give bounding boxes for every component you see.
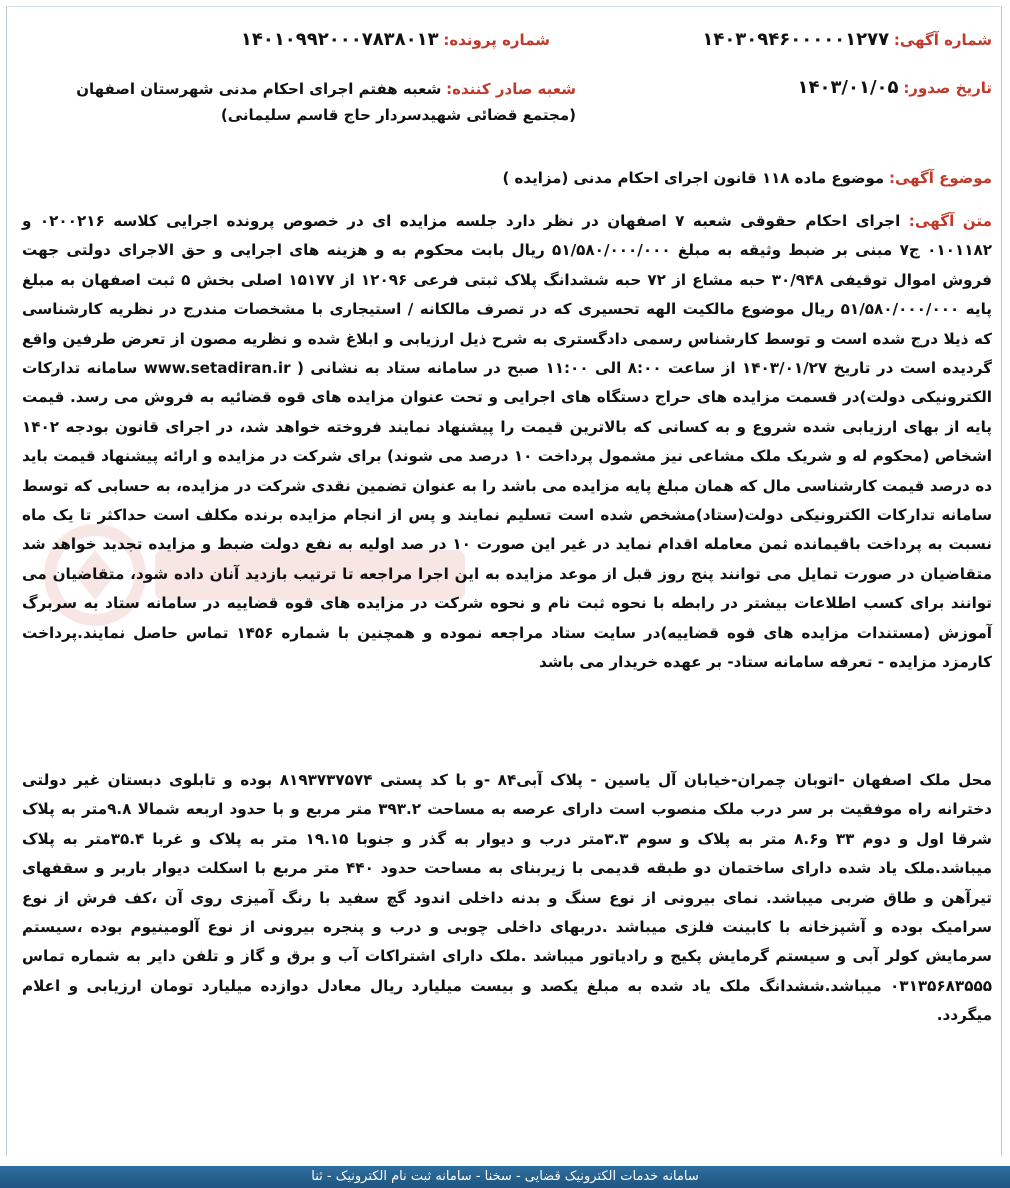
ad-body [22,207,992,678]
issuer [76,76,576,128]
subject [502,166,992,190]
subject-value: موضوع ماده ۱۱۸ قانون اجرای احکام مدنی (مزایده ) [502,169,885,187]
ad-body-text: اجرای احکام حقوقی شعبه ۷ اصفهان در نظر دارد جلسه مزایده ای در خصوص پرونده اجرایی کلاسه ۰۲۰۰۲۱۶ و ۰۱۰۱۱۸۲ ج۷ مبنی بر ضبط وثیقه به مبلغ ۵۱/۵۸۰/۰۰۰/۰۰۰ ریال بابت محکوم به و هزینه های اجرایی و حق الاجرای دولتی جهت فروش اموال توقیفی ۳۰/۹۴۸ حبه مشاع از ۷۲ حبه ششدانگ پلاک ثبتی فرعی ۱۲۰۹۶ از ۱۵۱۷۷ اصلی بخش ۵ ثبت اصفهان به مبلغ پایه ۵۱/۵۸۰/۰۰۰/۰۰۰ ریال موضوع مالکیت الهه تحسیری که در تصرف مالکانه / استیجاری با مشخصات مندرج در نظریه کارشناسی که ذیلا درج شده است و توسط کارشناس رسمی دادگستری به شرح ذیل ارزیابی و ابلاغ شده و نظریه مصون از تعرض طرفین واقع گردیده است در تاریخ ۱۴۰۳/۰۱/۲۷ از ساعت ۸:۰۰ الی ۱۱:۰۰ صبح در سامانه ستاد به نشانی ( www.setadiran.ir سامانه تدارکات الکترونیکی دولت)در قسمت مزایده های حراج دستگاه های اجرایی و تحت عنوان مزایده های قوه قضائیه به فروش می رسد. قیمت پایه از بهای ارزیابی شده شروع و به کسانی که بالاترین قیمت را پیشنهاد نمایند فروخته خواهد شد، در اجرای قانون بودجه ۱۴۰۲ اشخاص (محکوم له و شریک ملک مشاعی نیز مشمول پرداخت ۱۰ درصد می شوند) برای شرکت در مزایده و ارائه پیشنهاد قیمت باید ده درصد قیمت کارشناسی مال که همان مبلغ پایه مزایده می باشد را به عنوان تضمین نقدی شرکت در مزایده، به حسابی که توسط سامانه تدارکات الکترونیکی دولت(ستاد)مشخص شده است تسلیم نمایند و پس از انجام مزایده برنده مکلف است حداکثر تا یک ماه نسبت به پرداخت باقیمانده ثمن معامله اقدام نماید در غیر این صورت ۱۰ در صد اولیه به نفع دولت ضبط و مزایده تجدید خواهد شد متقاضیان در صورت تمایل می توانند پنج روز قبل از موعد مزایده به این اجرا مراجعه تا ترتیب بازدید آنان داده شود، متقاضیان می توانند برای کسب اطلاعات بیشتر در رابطه با نحوه ثبت نام و نحوه شرکت در مزایده های قوه قضاییه در سامانه ستاد به سربرگ آموزش (مستندات مزایده های قوه قضاییه)در سایت ستاد مراجعه نموده و همچنین با شماره ۱۴۵۶ تماس حاصل نمایند.پرداخت کارمزد مزایده - تعرفه سامانه ستاد- بر عهده خریدار می باشد [22,212,993,672]
property-location [22,766,992,1031]
issuer-label: شعبه صادر کننده: [446,80,576,98]
footer-text: سامانه خدمات الکترونیک قضایی - سخنا - سامانه ثبت نام الکترونیک - ثنا [311,1169,699,1184]
ad-body-label: متن آگهی: [908,212,992,230]
case-number [241,28,550,52]
subject-label: موضوع آگهی: [888,169,992,187]
issue-date-value: ۱۴۰۳/۰۱/۰۵ [797,77,899,98]
issuer-value: شعبه هفتم اجرای احکام مدنی شهرستان اصفهان (مجتمع قضائی شهیدسردار حاج قاسم سلیمانی) [76,80,576,124]
ad-number-label: شماره آگهی: [893,31,992,49]
issue-date-label: تاریخ صدور: [903,79,992,97]
issue-date [797,76,992,100]
case-number-label: شماره پرونده: [443,31,550,49]
footer-bar [0,1166,1010,1188]
property-location-text: محل ملک اصفهان -اتوبان چمران-خیابان آل یاسین - پلاک آبی۸۴ -و با کد پستی ۸۱۹۳۷۳۷۵۷۴ بوده و تابلوی دبستان غیر دولتی دخترانه راه موفقیت بر سر درب ملک منصوب است دارای عرصه به مساحت ۳۹۳.۲ متر مربع و با حدود اربعه شمالا ۹.۸متر به پلاک شرقا اول و دوم ۳۳ و۸.۶ متر به پلاک و سوم ۳.۳متر درب و دیوار به گذر و جنوبا ۱۹.۱۵ متر به پلاک و غربا ۳۵.۴متر به پلاک میباشد.ملک یاد شده دارای ساختمان دو طبقه قدیمی با زیربنای به مساحت حدود ۴۴۰ متر مربع با اسکلت دیوار باربر و سقفهای تیرآهن و طاق ضربی میباشد. نمای بیرونی از نوع سنگ و بدنه داخلی اندود گچ سفید با رنگ آمیزی روی آن ،کف فرش از نوع سرامیک بوده و آشپزخانه با کابینت فلزی میباشد .دربهای داخلی چوبی و درب و پنجره بیرونی از نوع آلومینیوم بوده ،سیستم سرمایش کولر آبی و سیستم گرمایش پکیج و رادیاتور میباشد .ملک دارای اشتراکات آب و برق و گاز و تلفن دایر به شماره تماس ۰۳۱۳۵۶۸۳۵۵۵ میباشد.ششدانگ ملک یاد شده به مبلغ یکصد و بیست میلیارد ریال معادل دوازده میلیارد تومان ارزیابی و اعلام میگردد. [22,771,992,1025]
ad-number-value: ۱۴۰۳۰۹۴۶۰۰۰۰۰۱۲۷۷ [702,29,890,50]
ad-number [702,28,992,52]
case-number-value: ۱۴۰۱۰۹۹۲۰۰۰۷۸۳۸۰۱۳ [240,29,439,50]
